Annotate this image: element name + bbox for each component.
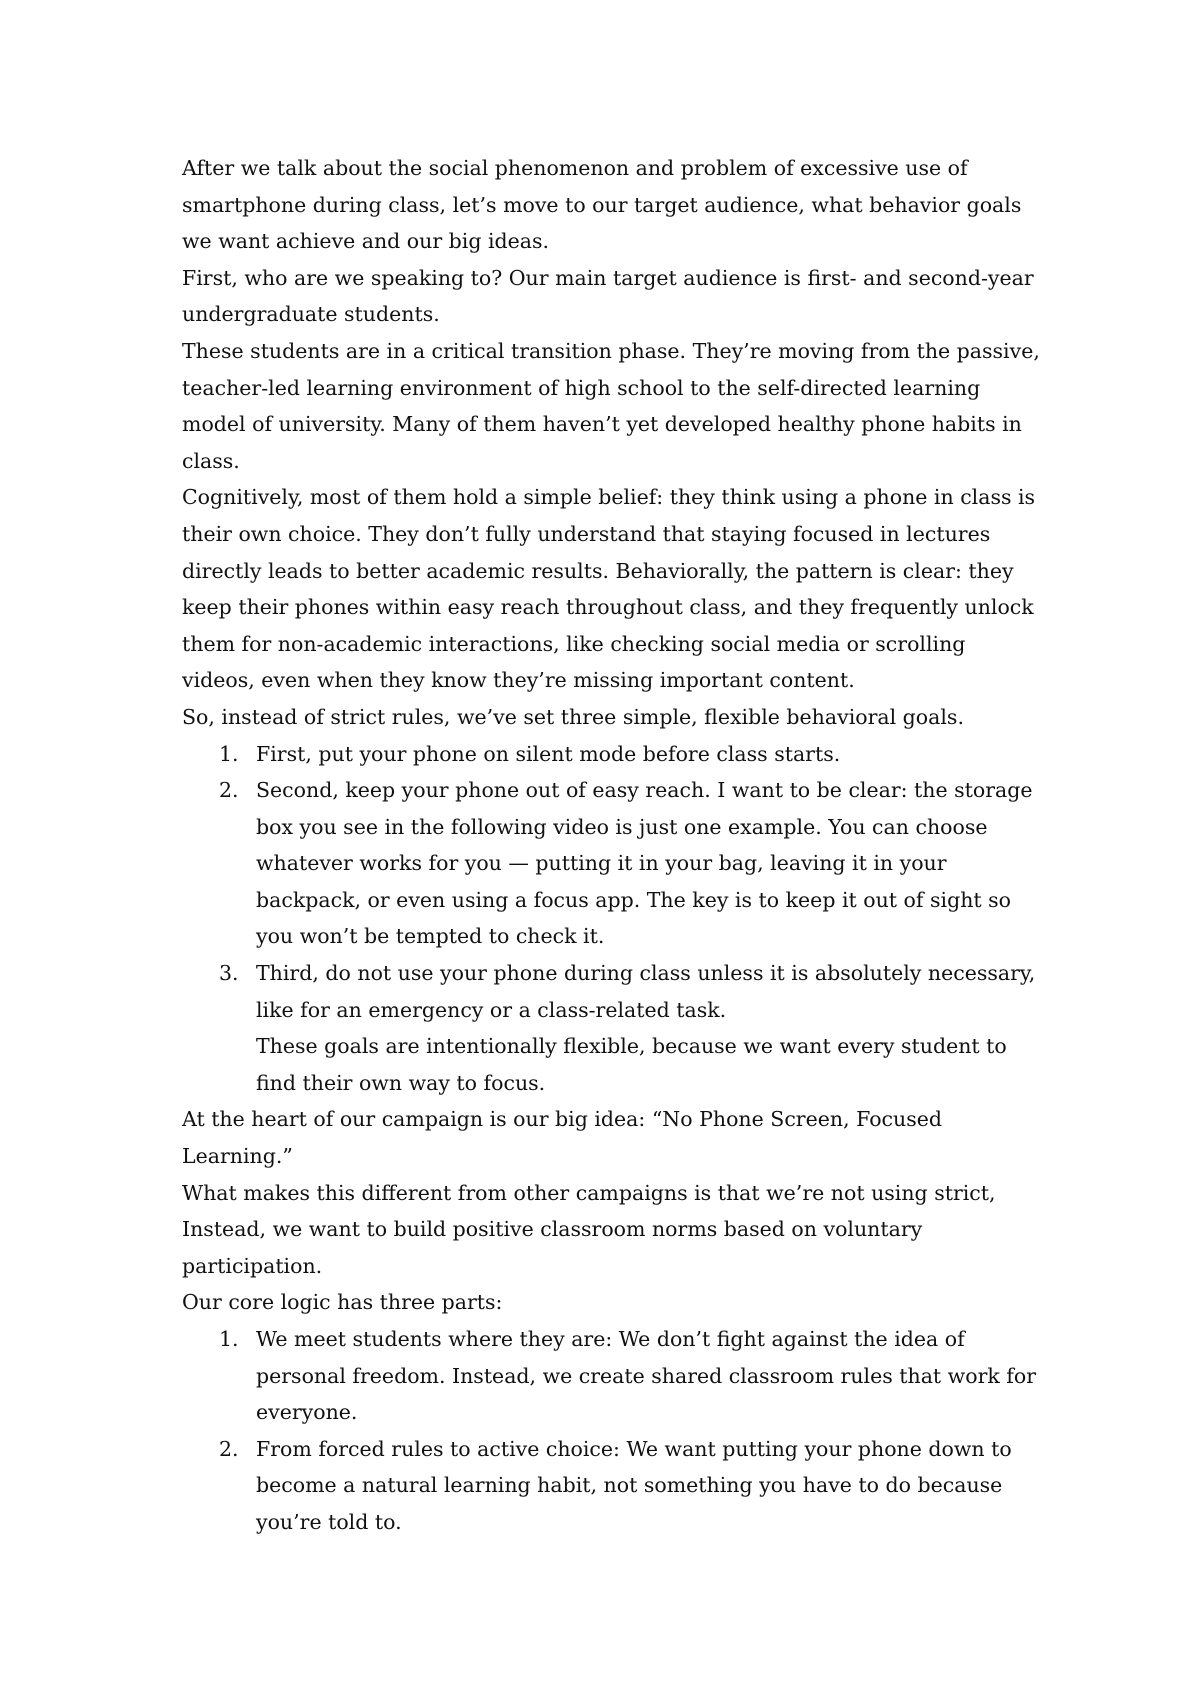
list-item <box>219 1431 1042 1541</box>
list-item-text: First, put your phone on silent mode before class starts. <box>256 741 841 766</box>
list-item <box>219 736 1042 773</box>
list-item-text: We meet students where they are: We don’t fight against the idea of personal freedom. Instead, we create shared classroom rules that work for everyone. <box>256 1327 1037 1425</box>
paragraph-behavioral-goals-intro: So, instead of strict rules, we’ve set three simple, flexible behavioral goals. <box>182 704 964 729</box>
paragraph-difference: What makes this different from other campaigns is that we’re not using strict, Instead, we want to build positive classroom norms based on voluntary participation. <box>182 1180 996 1278</box>
paragraph-big-idea: At the heart of our campaign is our big idea: “No Phone Screen, Focused Learning.” <box>182 1107 943 1169</box>
paragraph-transition-phase: These students are in a critical transition phase. They’re moving from the passive, teacher-led learning environment of high school to the self-directed learning model of university. Many of them haven’t yet developed healthy phone habits in class. <box>182 338 1040 473</box>
document-body <box>182 150 1042 1541</box>
behavioral-goals-list <box>182 736 1042 1102</box>
list-item-text: From forced rules to active choice: We want putting your phone down to become a natural learning habit, not something you have to do because you’re told to. <box>256 1436 1012 1534</box>
list-item-text: Second, keep your phone out of easy reach. I want to be clear: the storage box you see in the following video is just one example. You can choose whatever works for you — putting it in your bag, leaving it in your backpack, or even using a focus app. The key is to keep it out of sight so you won’t be tempted to check it. <box>256 778 1033 949</box>
paragraph-intro: After we talk about the social phenomenon and problem of excessive use of smartphone during class, let’s move to our target audience, what behavior goals we want achieve and our big ideas. <box>182 156 1022 254</box>
core-logic-list <box>182 1321 1042 1541</box>
list-item <box>219 772 1042 955</box>
list-number: 2. <box>219 1436 239 1461</box>
list-number: 1. <box>219 1327 239 1351</box>
list-number: 3. <box>219 961 239 986</box>
list-item <box>219 955 1042 1101</box>
list-item-text: Third, do not use your phone during class unless it is absolutely necessary, like for an emergency or a class-related task. <box>256 961 1036 1022</box>
list-number: 1. <box>219 741 239 766</box>
paragraph-cognitive-behavior: Cognitively, most of them hold a simple belief: they think using a phone in class is their own choice. They don’t fully understand that staying focused in lectures directly leads to better academic results. Behaviorally, the pattern is clear: they keep their phones within easy reach throughout class, and they frequently unlock them for non-academic interactions, like checking social media or scrolling videos, even when they know they’re missing important content. <box>182 485 1036 693</box>
paragraph-core-logic-intro: Our core logic has three parts: <box>182 1290 503 1315</box>
list-number: 2. <box>219 778 239 803</box>
list-item-continuation: These goals are intentionally flexible, because we want every student to find their own way to focus. <box>256 1034 1007 1095</box>
paragraph-target-audience: First, who are we speaking to? Our main target audience is first- and second-year undergraduate students. <box>182 265 1034 327</box>
list-item <box>219 1321 1042 1431</box>
